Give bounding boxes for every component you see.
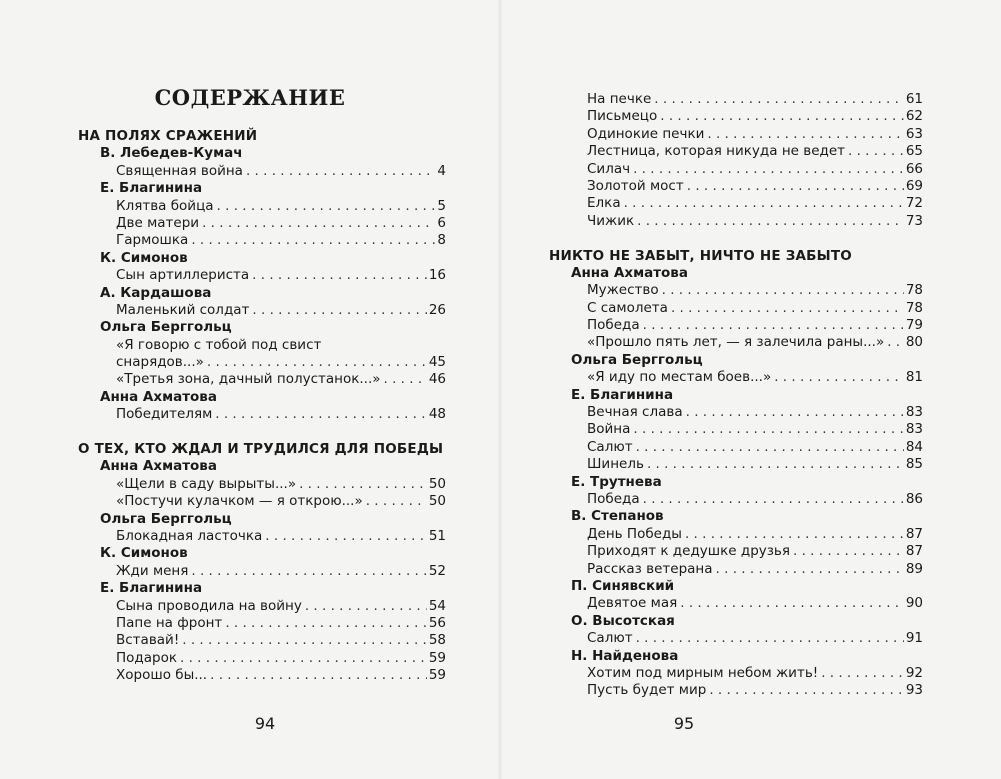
toc-entry-title: Хотим под мирным небом жить! — [587, 664, 819, 681]
toc-entry-title: Клятва бойца — [116, 197, 214, 214]
page-number-left: 94 — [254, 714, 276, 733]
toc-entry — [549, 456, 923, 473]
author-name: Ольга Берггольц — [571, 351, 703, 368]
dot-leader — [643, 317, 904, 334]
toc-entry-page: 72 — [905, 195, 923, 212]
toc-entry-title: снарядов...» — [116, 354, 204, 371]
dot-leader — [647, 456, 904, 473]
toc-entry-page: 52 — [428, 562, 446, 579]
dot-leader — [252, 302, 426, 319]
toc-entry-title: Одинокие печки — [587, 125, 705, 142]
author-name: О. Высотская — [571, 612, 675, 629]
dot-leader — [671, 300, 904, 317]
toc-entry — [78, 667, 446, 684]
toc-entry — [549, 421, 923, 438]
author-name: А. Кардашова — [100, 284, 212, 301]
toc-entry-title: Шинель — [587, 456, 644, 473]
toc-entry-page: 61 — [905, 91, 923, 107]
toc-entry — [78, 406, 446, 423]
toc-entry-page: 56 — [428, 614, 446, 631]
toc-entry-page: 73 — [905, 212, 923, 229]
author-name: Е. Трутнева — [571, 473, 662, 490]
dot-leader — [624, 195, 904, 212]
toc-entry-title: Сына проводила на войну — [116, 597, 302, 614]
toc-entry-title-line: «Я говорю с тобой под свист — [116, 336, 322, 353]
toc-entry — [549, 91, 923, 108]
author-name: В. Степанов — [571, 508, 664, 525]
toc-entry-title: С самолета — [587, 299, 668, 316]
toc-entry — [549, 178, 923, 195]
right-page — [500, 0, 1001, 779]
toc-list-right — [549, 91, 923, 700]
dot-leader — [680, 595, 904, 612]
toc-title: СОДЕРЖАНИЕ — [154, 85, 346, 110]
section-heading: О ТЕХ, КТО ЖДАЛ И ТРУДИЛСЯ ДЛЯ ПОБЕДЫ — [78, 441, 444, 458]
author-name: П. Синявский — [571, 577, 675, 594]
toc-entry-page: 86 — [905, 490, 923, 507]
page-number-right: 95 — [673, 714, 695, 733]
author-name: Анна Ахматова — [100, 458, 217, 475]
toc-entry — [549, 439, 923, 456]
section-heading: НИКТО НЕ ЗАБЫТ, НИЧТО НЕ ЗАБЫТО — [549, 247, 852, 264]
dot-leader — [636, 439, 904, 456]
toc-entry — [78, 371, 446, 388]
toc-entry-page: 85 — [905, 456, 923, 473]
toc-entry-page: 50 — [428, 493, 446, 510]
toc-entry — [549, 404, 923, 421]
toc-entry — [549, 334, 923, 351]
toc-entry-page: 66 — [905, 160, 923, 177]
dot-leader — [225, 615, 427, 632]
toc-entry — [78, 163, 446, 180]
toc-entry — [78, 198, 446, 215]
dot-leader — [654, 91, 904, 108]
dot-leader — [210, 667, 427, 684]
toc-entry — [549, 630, 923, 647]
author-name: Ольга Берггольц — [100, 319, 232, 336]
toc-entry-title: Рассказ ветерана — [587, 560, 713, 577]
dot-leader — [643, 491, 904, 508]
author-name: В. Лебедев-Кумач — [100, 145, 243, 162]
dot-leader — [202, 215, 435, 232]
dot-leader — [191, 232, 435, 249]
dot-leader — [660, 108, 904, 125]
dot-leader — [252, 267, 427, 284]
toc-entry-title: Салют — [587, 630, 633, 647]
dot-leader — [191, 563, 426, 580]
toc-entry-title: Маленький солдат — [116, 301, 250, 318]
toc-entry-page: 26 — [428, 301, 446, 318]
toc-entry — [549, 161, 923, 178]
toc-entry-title: Салют — [587, 438, 633, 455]
dot-leader — [182, 632, 427, 649]
author-name: Е. Благинина — [100, 580, 203, 597]
dot-leader — [709, 682, 904, 699]
toc-entry-title: Сын артиллериста — [116, 267, 250, 284]
toc-entry — [549, 543, 923, 560]
toc-entry-page: 92 — [905, 664, 923, 681]
toc-entry-title: Силач — [587, 160, 631, 177]
dot-leader — [305, 598, 427, 615]
toc-entry-page: 83 — [905, 421, 923, 438]
toc-entry-page: 48 — [428, 406, 446, 423]
dot-leader — [848, 143, 904, 160]
toc-entry-page: 87 — [905, 543, 923, 560]
toc-entry-page: 93 — [905, 682, 923, 699]
dot-leader — [633, 421, 903, 438]
toc-entry — [549, 300, 923, 317]
toc-entry — [78, 632, 446, 649]
toc-entry-page: 78 — [905, 299, 923, 316]
toc-entry — [549, 561, 923, 578]
toc-entry-title: Пусть будет мир — [587, 682, 707, 699]
toc-entry-title: Лестница, которая никуда не ведет — [587, 143, 846, 160]
toc-entry-page: 4 — [437, 162, 446, 179]
toc-entry — [549, 526, 923, 543]
toc-entry — [78, 598, 446, 615]
toc-entry-title: Письмецо — [587, 108, 658, 125]
dot-leader — [687, 178, 904, 195]
toc-entry-title: «Третья зона, дачный полустанок...» — [116, 371, 381, 388]
author-name: Н. Найденова — [571, 647, 679, 664]
section-heading: НА ПОЛЯХ СРАЖЕНИЙ — [78, 128, 258, 144]
toc-entry-title: День Победы — [587, 525, 682, 542]
section-spacer — [78, 424, 446, 441]
toc-entry — [549, 108, 923, 125]
toc-entry-page: 46 — [428, 371, 446, 388]
toc-entry-title: «Щели в саду вырыты...» — [116, 475, 297, 492]
toc-entry-title: Священная война — [116, 162, 243, 179]
toc-entry — [549, 491, 923, 508]
toc-entry — [78, 267, 446, 284]
dot-leader — [793, 543, 904, 560]
author-name: Ольга Берггольц — [100, 510, 232, 527]
toc-entry-title: Елка — [587, 195, 621, 212]
toc-entry-page: 54 — [428, 597, 446, 614]
toc-entry-title: Две матери — [116, 214, 200, 231]
toc-entry-title: «Прошло пять лет, — я залечила раны...» — [587, 334, 885, 351]
toc-entry-page: 78 — [905, 282, 923, 299]
toc-entry-page: 51 — [428, 527, 446, 544]
toc-entry — [78, 563, 446, 580]
toc-entry-title: Мужество — [587, 282, 659, 299]
toc-entry-title: «Я иду по местам боев...» — [587, 369, 772, 386]
toc-entry-title: Папе на фронт — [116, 614, 223, 631]
dot-leader — [685, 526, 904, 543]
author-name: Анна Ахматова — [571, 264, 688, 281]
dot-leader — [207, 354, 427, 371]
toc-entry — [78, 650, 446, 667]
toc-entry-page: 50 — [428, 475, 446, 492]
toc-entry-page: 5 — [437, 197, 446, 214]
toc-entry — [78, 354, 446, 371]
toc-list-left — [78, 128, 446, 685]
toc-entry-title: Чижик — [587, 212, 635, 229]
toc-entry — [549, 665, 923, 682]
toc-entry-page: 87 — [905, 525, 923, 542]
dot-leader — [662, 282, 904, 299]
dot-leader — [246, 163, 435, 180]
dot-leader — [774, 369, 904, 386]
dot-leader — [887, 334, 904, 351]
toc-entry-title: Вечная слава — [587, 404, 683, 421]
toc-entry-page: 91 — [905, 630, 923, 647]
toc-entry-page: 45 — [428, 354, 446, 371]
toc-entry-page: 59 — [428, 667, 446, 684]
dot-leader — [180, 650, 427, 667]
toc-entry — [78, 215, 446, 232]
section-spacer — [549, 230, 923, 247]
toc-entry-title: Победа — [587, 490, 640, 507]
left-page — [0, 0, 500, 779]
toc-entry-page: 83 — [905, 404, 923, 421]
toc-entry-page: 16 — [428, 267, 446, 284]
toc-entry — [549, 282, 923, 299]
dot-leader — [637, 213, 904, 230]
toc-entry — [549, 317, 923, 334]
toc-entry-page: 69 — [905, 177, 923, 194]
toc-entry — [549, 369, 923, 386]
toc-entry — [78, 232, 446, 249]
toc-entry — [78, 302, 446, 319]
dot-leader — [686, 404, 904, 421]
dot-leader — [636, 630, 904, 647]
dot-leader — [215, 406, 427, 423]
toc-entry-page: 84 — [905, 438, 923, 455]
toc-entry-page: 81 — [905, 369, 923, 386]
toc-entry-title: Приходят к дедушке друзья — [587, 543, 791, 560]
dot-leader — [716, 561, 904, 578]
toc-entry — [78, 493, 446, 510]
toc-entry-page: 89 — [905, 560, 923, 577]
toc-entry-page: 8 — [437, 232, 446, 249]
toc-entry — [78, 528, 446, 545]
toc-entry — [549, 195, 923, 212]
dot-leader — [299, 476, 427, 493]
toc-entry — [549, 143, 923, 160]
author-name: К. Симонов — [100, 545, 188, 562]
toc-entry-title: Девятое мая — [587, 595, 678, 612]
toc-entry-title: Подарок — [116, 649, 178, 666]
toc-entry-page: 90 — [905, 595, 923, 612]
toc-entry-page: 80 — [905, 334, 923, 351]
toc-entry-title: «Постучи кулачком — я открою...» — [116, 493, 363, 510]
toc-entry — [78, 476, 446, 493]
toc-entry-title: Хорошо бы... — [116, 667, 208, 684]
toc-entry-title: На печке — [587, 91, 652, 107]
author-name: Е. Благинина — [571, 386, 674, 403]
toc-entry-title: Блокадная ласточка — [116, 527, 263, 544]
dot-leader — [366, 493, 427, 510]
author-name: К. Симонов — [100, 249, 188, 266]
toc-entry-title: Победителям — [116, 406, 213, 423]
dot-leader — [821, 665, 904, 682]
toc-entry-page: 6 — [437, 214, 446, 231]
toc-entry-title: Вставай! — [116, 632, 180, 649]
toc-entry — [549, 682, 923, 699]
toc-entry-page: 58 — [428, 632, 446, 649]
toc-entry-page: 63 — [905, 125, 923, 142]
toc-entry — [549, 595, 923, 612]
toc-entry — [549, 126, 923, 143]
toc-entry-title: Война — [587, 421, 631, 438]
author-name: Анна Ахматова — [100, 388, 217, 405]
toc-entry — [549, 213, 923, 230]
dot-leader — [384, 371, 427, 388]
dot-leader — [707, 126, 903, 143]
toc-entry-title: Гармошка — [116, 232, 189, 249]
toc-entry-page: 79 — [905, 317, 923, 334]
toc-entry-page: 59 — [428, 649, 446, 666]
dot-leader — [633, 161, 904, 178]
dot-leader — [217, 198, 436, 215]
toc-entry-page: 62 — [905, 108, 923, 125]
dot-leader — [265, 528, 427, 545]
toc-entry-title: Жди меня — [116, 562, 189, 579]
toc-entry-title: Золотой мост — [587, 177, 684, 194]
toc-entry-page: 65 — [905, 143, 923, 160]
toc-entry — [78, 615, 446, 632]
toc-entry-title: Победа — [587, 317, 640, 334]
author-name: Е. Благинина — [100, 180, 203, 197]
